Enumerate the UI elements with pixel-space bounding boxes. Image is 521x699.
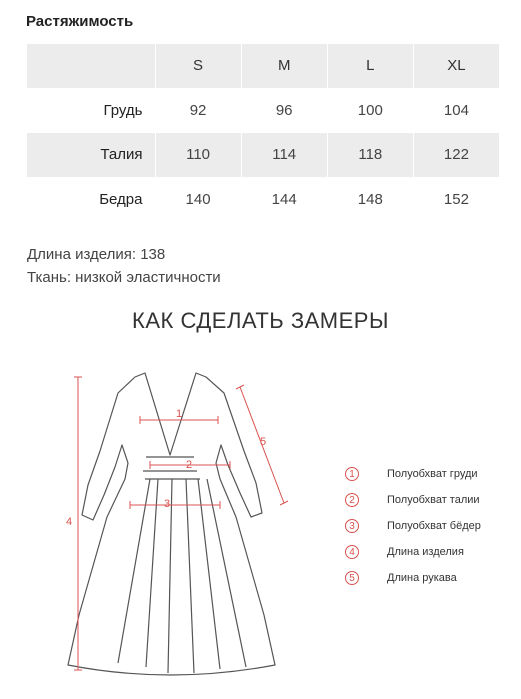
header-size-l: L: [327, 44, 413, 88]
legend-number: 3: [345, 519, 359, 533]
table-row-waist: [27, 133, 500, 178]
diagram-label-2: 2: [186, 459, 193, 471]
table-header-row: [27, 44, 500, 88]
size-table: [27, 44, 500, 222]
row-label: Бедра: [27, 177, 155, 222]
diagram-label-1: 1: [176, 408, 183, 420]
legend-item-waist: [345, 487, 481, 513]
measurement-legend: [345, 461, 481, 591]
table-cell: 152: [413, 177, 499, 222]
diagram-label-5: 5: [260, 436, 267, 448]
table-cell: 100: [327, 88, 413, 133]
header-size-xl: XL: [413, 44, 499, 88]
legend-item-hips: [345, 513, 481, 539]
table-cell: 140: [155, 177, 241, 222]
table-cell: 114: [241, 133, 327, 178]
table-cell: 122: [413, 133, 499, 178]
table-cell: 118: [327, 133, 413, 178]
legend-number: 1: [345, 467, 359, 481]
legend-number: 2: [345, 493, 359, 507]
table-cell: 148: [327, 177, 413, 222]
table-cell: 144: [241, 177, 327, 222]
legend-number: 5: [345, 571, 359, 585]
table-cell: 110: [155, 133, 241, 178]
fabric-text: Ткань: низкой эластичности: [27, 269, 221, 286]
row-label: Грудь: [27, 88, 155, 133]
stretch-heading: Растяжимость: [26, 13, 134, 30]
row-label: Талия: [27, 133, 155, 178]
legend-text: Длина изделия: [387, 546, 464, 558]
table-row-chest: [27, 88, 500, 133]
header-size-s: S: [155, 44, 241, 88]
measure-section-title: КАК СДЕЛАТЬ ЗАМЕРЫ: [132, 308, 389, 333]
diagram-label-3: 3: [164, 498, 171, 510]
header-size-m: M: [241, 44, 327, 88]
legend-text: Полуобхват груди: [387, 468, 478, 480]
table-row-hips: [27, 177, 500, 222]
legend-text: Длина рукава: [387, 572, 457, 584]
legend-text: Полуобхват талии: [387, 494, 480, 506]
legend-item-sleeve: [345, 565, 481, 591]
legend-text: Полуобхват бёдер: [387, 520, 481, 532]
product-length-text: Длина изделия: 138: [27, 246, 166, 263]
diagram-label-4: 4: [66, 516, 73, 528]
table-cell: 96: [241, 88, 327, 133]
header-empty-cell: [27, 44, 155, 88]
legend-number: 4: [345, 545, 359, 559]
table-cell: 92: [155, 88, 241, 133]
table-cell: 104: [413, 88, 499, 133]
dress-diagram: [0, 355, 300, 685]
legend-item-chest: [345, 461, 481, 487]
legend-item-length: [345, 539, 481, 565]
